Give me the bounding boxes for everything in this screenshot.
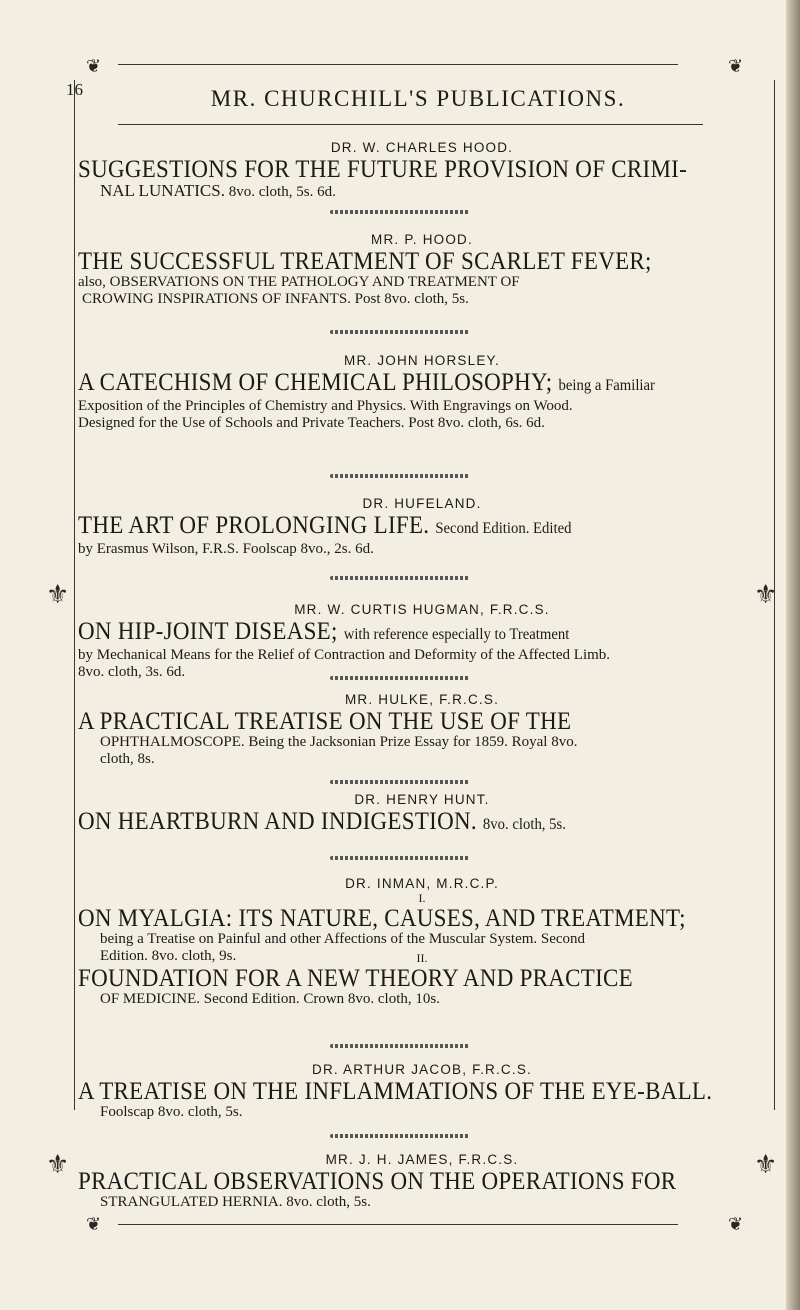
running-head: MR. CHURCHILL'S PUBLICATIONS. xyxy=(210,86,626,111)
entry-author: MR. JOHN HORSLEY. xyxy=(344,353,500,368)
entry-desc: STRANGULATED HERNIA. 8vo. cloth, 5s. xyxy=(100,1194,371,1210)
entry-desc: cloth, 8s. xyxy=(100,751,155,767)
entry-title-continued: NAL LUNATICS. xyxy=(100,181,225,200)
top-rule xyxy=(118,64,678,65)
corner-ornament-icon: ❦ xyxy=(86,56,102,77)
divider xyxy=(330,1044,470,1048)
entry-desc: Exposition of the Principles of Chemistry and Physics. With Engravings on Wood. xyxy=(78,398,573,414)
entry-title: PRACTICAL OBSERVATIONS ON THE OPERATIONS FOR xyxy=(78,1168,677,1195)
entry-title: A TREATISE ON THE INFLAMMATIONS OF THE EYE-BALL. xyxy=(78,1078,713,1105)
entry-desc: also, OBSERVATIONS ON THE PATHOLOGY AND TREATMENT OF xyxy=(78,274,520,290)
divider xyxy=(330,676,470,680)
entry-author: DR. HENRY HUNT. xyxy=(354,792,490,807)
entry-author: DR. W. CHARLES HOOD. xyxy=(330,140,514,155)
entry-author: DR. ARTHUR JACOB, F.R.C.S. xyxy=(312,1062,532,1077)
entry-title-tail: being a Familiar xyxy=(558,377,655,394)
entry-desc: CROWING INSPIRATIONS OF INFANTS. Post 8vo. cloth, 5s. xyxy=(82,291,469,307)
entry xyxy=(78,1062,766,1121)
entry-desc: Designed for the Use of Schools and Private Teachers. Post 8vo. cloth, 6s. 6d. xyxy=(78,415,545,431)
entry-desc: 8vo. cloth, 3s. 6d. xyxy=(78,664,186,680)
entry-desc: being a Treatise on Painful and other Affections of the Muscular System. Second xyxy=(100,931,586,947)
entry-desc: Foolscap 8vo. cloth, 5s. xyxy=(100,1104,243,1120)
corner-ornament-icon: ❦ xyxy=(728,1214,744,1235)
entry-author: MR. HULKE, F.R.C.S. xyxy=(344,692,500,707)
entry-desc: by Erasmus Wilson, F.R.S. Foolscap 8vo., 2s. 6d. xyxy=(78,541,374,557)
entry-title xyxy=(78,619,768,647)
corner-ornament-icon: ❦ xyxy=(728,56,744,77)
left-border xyxy=(74,80,75,1110)
entry-title-text: ON HIP-JOINT DISEASE; xyxy=(78,618,338,645)
entry xyxy=(78,353,766,432)
entry-author: MR. J. H. JAMES, F.R.C.S. xyxy=(325,1152,519,1167)
entry-desc: Edition. 8vo. cloth, 9s. xyxy=(100,948,237,964)
side-ornament-icon: ⚜ xyxy=(754,580,778,610)
entry-title-tail: 8vo. cloth, 5s. xyxy=(482,816,566,833)
entry-roman-numeral: I. xyxy=(418,891,426,905)
header-rule xyxy=(118,124,703,125)
corner-ornament-icon: ❦ xyxy=(86,1214,102,1235)
entry-title: ON MYALGIA: ITS NATURE, CAUSES, AND TREATMENT; xyxy=(78,905,686,932)
entry-title-tail: with reference especially to Treatment xyxy=(343,626,570,643)
entry-title-text: THE ART OF PROLONGING LIFE. xyxy=(78,512,430,539)
entry-title xyxy=(78,513,768,541)
entry xyxy=(78,140,766,201)
entry-title-tail: Second Edition. Edited xyxy=(435,520,572,537)
divider xyxy=(330,780,470,784)
entry xyxy=(78,1152,766,1211)
side-ornament-icon: ⚜ xyxy=(46,580,70,610)
divider xyxy=(330,856,470,860)
entry xyxy=(78,602,766,681)
entry-author: DR. HUFELAND. xyxy=(362,496,482,511)
entry-title xyxy=(78,809,768,837)
entry-author: DR. INMAN, M.R.C.P. xyxy=(345,876,499,891)
bottom-rule xyxy=(118,1224,678,1225)
entry-title: THE SUCCESSFUL TREATMENT OF SCARLET FEVER; xyxy=(78,248,652,275)
divider xyxy=(330,330,470,334)
entry xyxy=(78,876,766,1008)
entry-title-text: ON HEARTBURN AND INDIGESTION. xyxy=(78,808,477,835)
entry-desc: by Mechanical Means for the Relief of Contraction and Deformity of the Affected Limb. xyxy=(78,647,611,663)
divider xyxy=(330,576,470,580)
divider xyxy=(330,474,470,478)
entry-price: 8vo. cloth, 5s. 6d. xyxy=(228,184,336,200)
entry-title: A PRACTICAL TREATISE ON THE USE OF THE xyxy=(78,708,572,735)
divider xyxy=(330,1134,470,1138)
entry xyxy=(78,792,766,837)
side-ornament-icon: ⚜ xyxy=(754,1150,778,1180)
page-edge xyxy=(786,0,800,1310)
entry-title xyxy=(78,370,768,398)
entry-title: FOUNDATION FOR A NEW THEORY AND PRACTICE xyxy=(78,965,634,992)
entry-title: SUGGESTIONS FOR THE FUTURE PROVISION OF CRIMI- xyxy=(78,156,688,183)
entry-desc: OF MEDICINE. Second Edition. Crown 8vo. cloth, 10s. xyxy=(100,991,440,1007)
entry-desc xyxy=(78,182,766,201)
side-ornament-icon: ⚜ xyxy=(46,1150,70,1180)
entry xyxy=(78,232,766,308)
entry-author: MR. P. HOOD. xyxy=(371,232,473,247)
divider xyxy=(330,210,470,214)
entry xyxy=(78,692,766,768)
entry-title-text: A CATECHISM OF CHEMICAL PHILOSOPHY; xyxy=(78,369,553,396)
page-number: 16 xyxy=(66,80,83,99)
entry xyxy=(78,496,766,558)
entry-roman-numeral: II. xyxy=(416,951,428,965)
entry-desc: OPHTHALMOSCOPE. Being the Jacksonian Prize Essay for 1859. Royal 8vo. xyxy=(100,734,578,750)
entry-author: MR. W. CURTIS HUGMAN, F.R.C.S. xyxy=(294,602,550,617)
